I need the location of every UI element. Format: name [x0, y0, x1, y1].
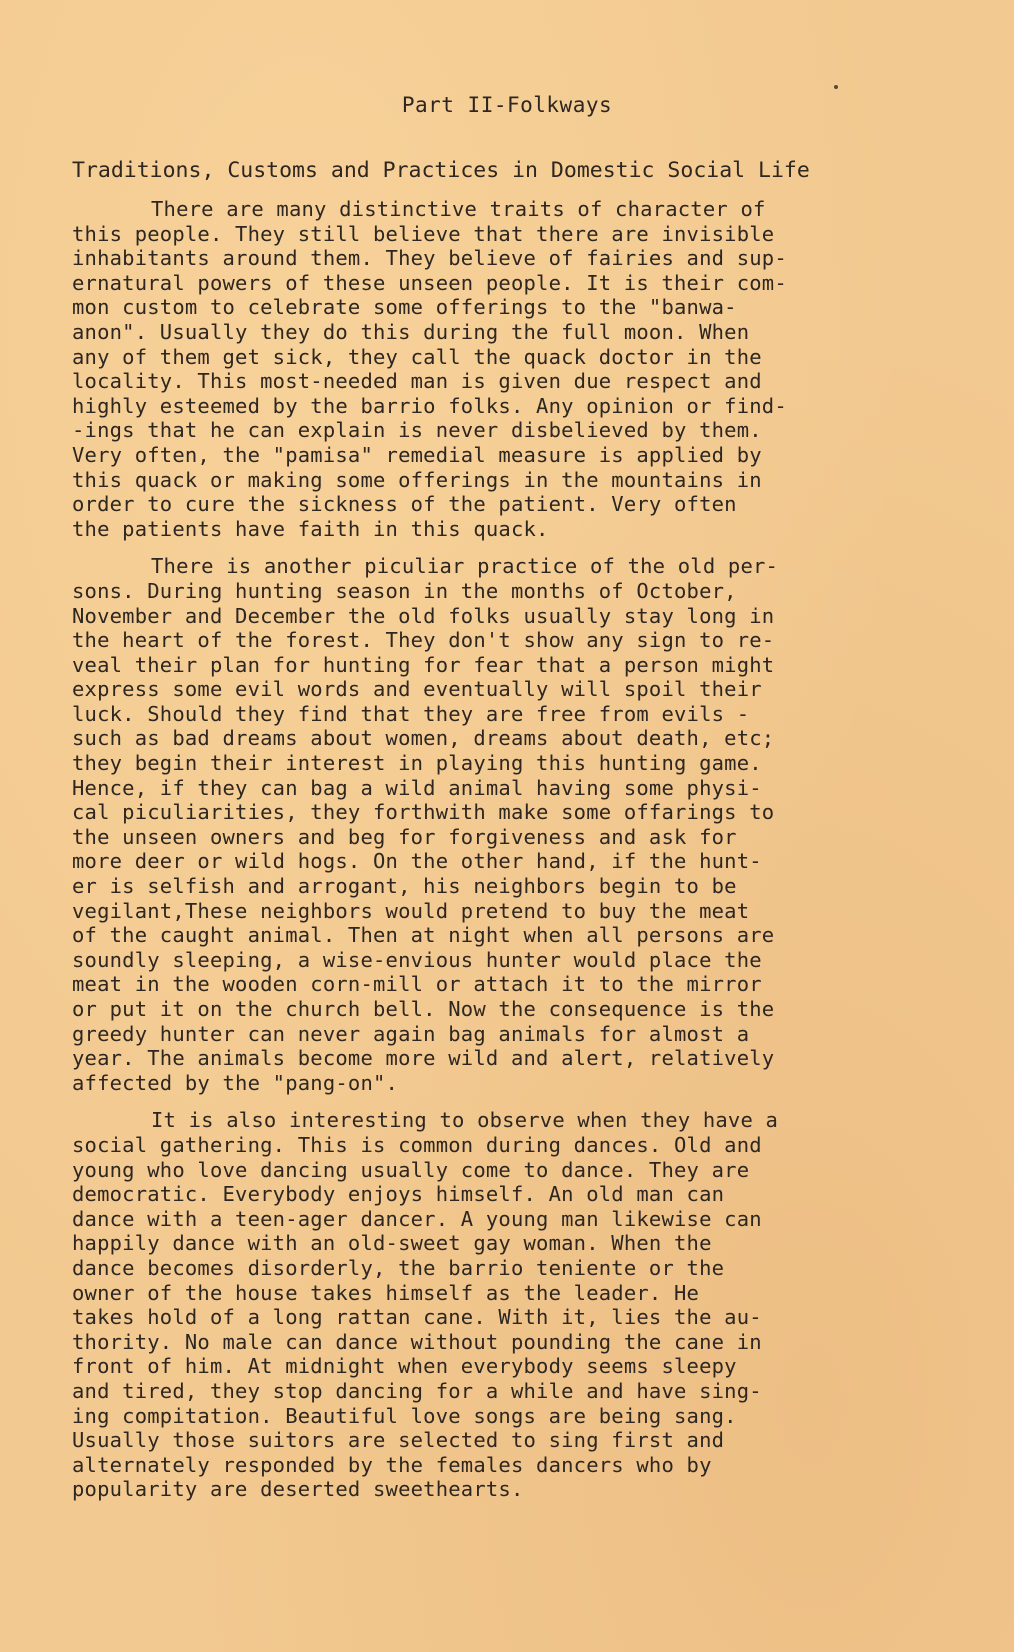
text-line: young who love dancing usually come to dance. They are [72, 1157, 750, 1182]
text-line: and tired, they stop dancing for a while and have sing- [72, 1378, 762, 1403]
text-line: anon". Usually they do this during the full moon. When [72, 319, 750, 344]
text-line: thority. No male can dance without pounding the cane in [72, 1329, 762, 1354]
text-line: the unseen owners and beg for forgiveness and ask for [72, 824, 737, 849]
text-line: locality. This most-needed man is given due respect and [72, 369, 762, 394]
text-line: democratic. Everybody enjoys himself. An old man can [72, 1182, 725, 1207]
text-line: happily dance with an old-sweet gay woman. When the [72, 1231, 712, 1256]
text-line: ing compitation. Beautiful love songs are being sang. [72, 1403, 737, 1428]
text-line: greedy hunter can never again bag animals for almost a [72, 1021, 750, 1046]
text-line: the patients have faith in this quack. [72, 516, 549, 541]
text-line: more deer or wild hogs. On the other hand, if the hunt- [72, 849, 762, 874]
text-line: the heart of the forest. They don't show any sign to re- [72, 628, 775, 653]
text-line: takes hold of a long rattan cane. With it, lies the au- [72, 1305, 762, 1330]
ink-dot [834, 85, 838, 89]
text-line: There are many distinctive traits of character of [151, 197, 766, 221]
text-line: soundly sleeping, a wise-envious hunter would place the [72, 947, 762, 972]
text-line: such as bad dreams about women, dreams about death, etc; [72, 726, 775, 751]
text-line: dance with a teen-ager dancer. A young man likewise can [72, 1206, 762, 1231]
text-line: of the caught animal. Then at night when all persons are [72, 923, 775, 948]
text-line: they begin their interest in playing this hunting game. [72, 751, 762, 776]
text-line: front of him. At midnight when everybody seems sleepy [72, 1354, 737, 1379]
text-line: vegilant,These neighbors would pretend to buy the meat [72, 898, 750, 923]
text-line: November and December the old folks usually stay long in [72, 603, 775, 628]
body-text [72, 197, 962, 1515]
text-line: inhabitants around them. They believe of fairies and sup- [72, 246, 787, 271]
text-line: -ings that he can explain is never disbelieved by them. [72, 418, 762, 443]
paragraph-2 [72, 554, 962, 1095]
part-title: Part II-Folkways [401, 93, 613, 117]
text-line: It is also interesting to observe when they have a [151, 1108, 779, 1133]
text-line: Very often, the "pamisa" remedial measure is applied by [72, 442, 762, 467]
text-line: affected by the "pang-on". [72, 1070, 399, 1095]
text-line: social gathering. This is common during dances. Old and [72, 1132, 762, 1157]
text-line: Hence, if they can bag a wild animal having some physi- [72, 775, 762, 800]
text-line: or put it on the church bell. Now the consequence is the [72, 997, 775, 1021]
paragraph-1 [72, 197, 962, 541]
text-line: dance becomes disorderly, the barrio teniente or the [72, 1255, 725, 1280]
section-title: Traditions, Customs and Practices in Domestic Social Life [72, 158, 810, 183]
text-line: cal piculiarities, they forthwith make some offarings to [72, 800, 775, 825]
text-line: ernatural powers of these unseen people. It is their com- [72, 270, 787, 295]
text-line: express some evil words and eventually will spoil their [72, 677, 762, 702]
text-line: this people. They still believe that there are invisible [72, 221, 775, 246]
text-line: this quack or making some offerings in the mountains in [72, 467, 762, 492]
text-line: order to cure the sickness of the patient. Very often [72, 492, 737, 517]
text-line: veal their plan for hunting for fear that a person might [72, 652, 775, 677]
text-line: highly esteemed by the barrio folks. Any opinion or find- [72, 393, 787, 418]
text-line: luck. Should they find that they are free from evils - [72, 701, 750, 726]
text-line: popularity are deserted sweethearts. [72, 1477, 524, 1502]
text-line: any of them get sick, they call the quack doctor in the [72, 344, 762, 369]
text-line: sons. During hunting season in the months of October, [72, 578, 737, 603]
text-line: alternately responded by the females dancers who by [72, 1452, 712, 1477]
text-line: There is another piculiar practice of the old per- [151, 554, 779, 579]
text-line: Usually those suitors are selected to sing first and [72, 1428, 725, 1453]
paragraph-3 [72, 1108, 962, 1502]
text-line: meat in the wooden corn-mill or attach it to the mirror [72, 972, 762, 997]
text-line: owner of the house takes himself as the leader. He [72, 1280, 700, 1305]
text-line: mon custom to celebrate some offerings to the "banwa- [72, 295, 737, 320]
text-line: year. The animals become more wild and alert, relatively [72, 1046, 775, 1071]
text-line: er is selfish and arrogant, his neighbors begin to be [72, 874, 737, 899]
